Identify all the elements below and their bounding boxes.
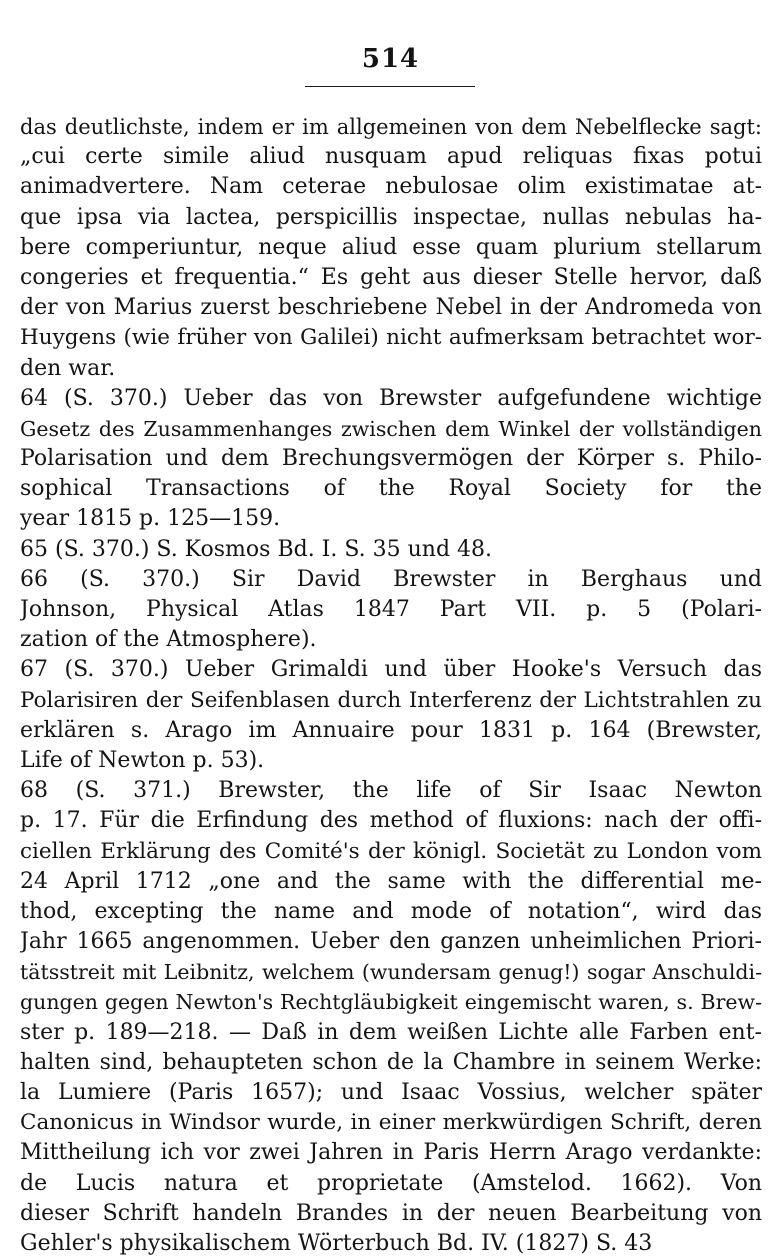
text-line: bere comperiuntur, neque aliud esse quam plurium stellarum [20,234,762,260]
text-line: halten sind, behaupteten schon de la Chambre in seinem Werke: [20,1049,762,1075]
text-line: der von Marius zuerst beschriebene Nebel in der Andromeda von [20,295,762,321]
text-line: zation of the Atmosphere). [20,627,317,653]
text-line: animadvertere. Nam ceterae nebulosae olim existimatae at- [20,174,762,200]
text-line: Gehler's physikalischem Wörterbuch Bd. IV. (1827) S. 43 [20,1230,653,1256]
text-line: den war. [20,355,116,381]
text-line: Johnson, Physical Atlas 1847 Part VII. p. 5 (Polari- [20,597,762,622]
text-line: erklären s. Arago im Annuaire pour 1831 p. 164 (Brewster, [20,717,762,743]
text-line: ciellen Erklärung des Comité's der königl. Societät zu London vom [20,838,762,864]
text-line: 67 (S. 370.) Ueber Grimaldi und über Hooke's Versuch das [20,657,762,683]
text-line: 66 (S. 370.) Sir David Brewster in Berghaus und [20,566,762,592]
text-line: gungen gegen Newton's Rechtgläubigkeit eingemischt waren, s. Brew- [20,990,762,1015]
text-line: 24 April 1712 „one and the same with the differential me- [20,868,762,894]
text-line: Canonicus in Windsor wurde, in einer merkwürdigen Schrift, deren [20,1110,762,1136]
footnote-text-body [20,112,762,1259]
text-line: que ipsa via lactea, perspicillis inspectae, nullas nebulas ha- [20,204,762,230]
text-line: Huygens (wie früher von Galilei) nicht aufmerksam betrachtet wor- [20,325,762,351]
text-line: congeries et frequentia.“ Es geht aus dieser Stelle hervor, daß [20,264,762,290]
text-line: year 1815 p. 125—159. [20,506,281,532]
text-line: ster p. 189—218. — Daß in dem weißen Lichte alle Farben ent- [20,1019,762,1045]
text-line: dieser Schrift handeln Brandes in der neuen Bearbeitung von [20,1200,762,1226]
text-line: la Lumiere (Paris 1657); und Isaac Vossius, welcher später [20,1080,762,1105]
text-line: Polarisation und dem Brechungsvermögen der Körper s. Philo- [20,446,762,472]
text-line: Mittheilung ich vor zwei Jahren in Paris Herrn Arago verdankte: [20,1140,762,1166]
page-number: 514 [361,44,420,74]
text-line: Life of Newton p. 53). [20,747,265,773]
text-line: Gesetz des Zusammenhanges zwischen dem Winkel der vollständigen [20,416,762,441]
text-line: Polarisiren der Seifenblasen durch Interferenz der Lichtstrahlen zu [20,687,762,713]
text-line: p. 17. Für die Erfindung des method of fluxions: nach der offi- [20,808,762,834]
text-line: 65 (S. 370.) S. Kosmos Bd. I. S. 35 und 48. [20,536,493,562]
header-rule [305,86,475,87]
text-line: sophical Transactions of the Royal Society for the [20,476,762,502]
text-line: tätsstreit mit Leibnitz, welchem (wundersam genug!) sogar Anschuldi- [20,960,762,985]
text-line: de Lucis natura et proprietate (Amstelod. 1662). Von [20,1170,762,1196]
text-line: das deutlichste, indem er im allgemeinen von dem Nebelflecke sagt: [20,115,762,139]
text-line: 64 (S. 370.) Ueber das von Brewster aufgefundene wichtige [20,385,762,411]
text-line: thod, excepting the name and mode of notation“, wird das [20,898,762,924]
text-line: „cui certe simile aliud nusquam apud reliquas fixas potui [20,144,762,170]
text-line: Jahr 1665 angenommen. Ueber den ganzen unheimlichen Priori- [20,929,762,955]
text-line: 68 (S. 371.) Brewster, the life of Sir Isaac Newton [20,778,762,804]
